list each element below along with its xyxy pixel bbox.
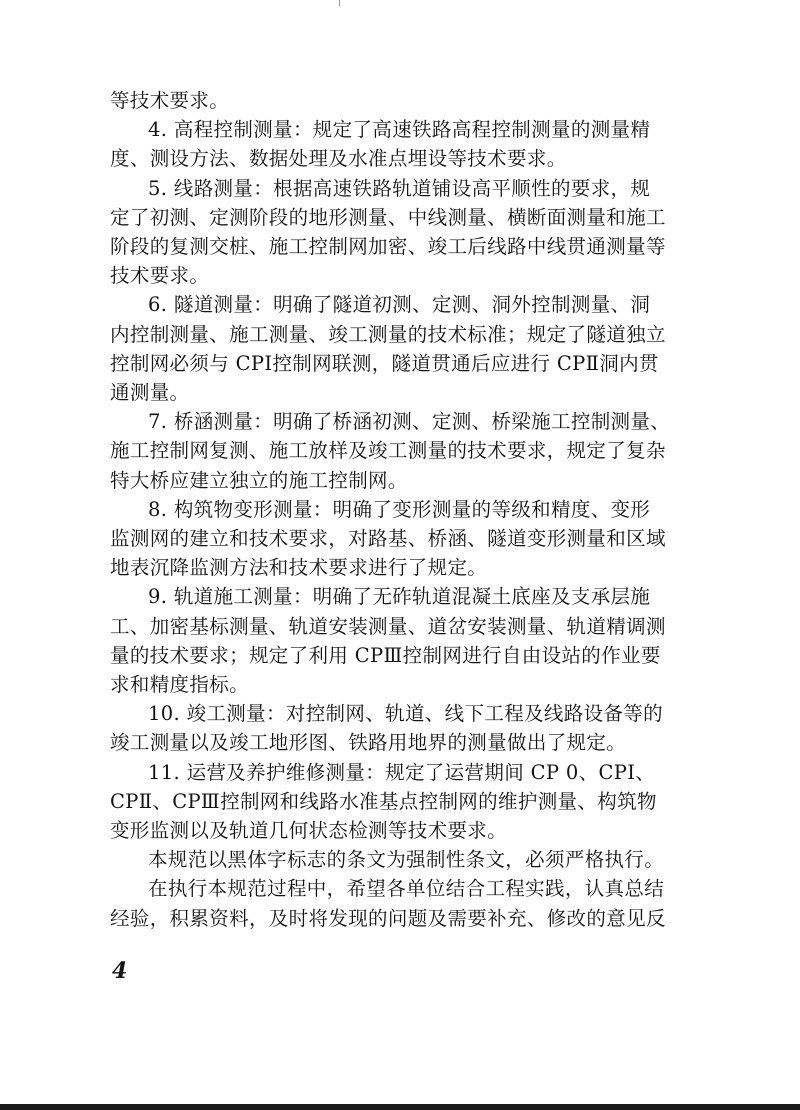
text-line: 9. 轨道施工测量：明确了无砟轨道混凝土底座及支承层施 [148,585,651,609]
paragraph [110,86,680,115]
text-line: 10. 竣工测量：对控制网、轨道、线下工程及线路设备等的 [148,702,664,726]
text-line: 7. 桥涵测量：明确了桥涵初测、定测、桥梁施工控制测量、 [148,410,671,434]
text-line: 在执行本规范过程中，希望各单位结合工程实践，认真总结 [148,877,665,901]
text-line: 监测网的建立和技术要求，对路基、桥涵、隧道变形测量和区域 [110,527,666,551]
text-line: 8. 构筑物变形测量：明确了变形测量的等级和精度、变形 [148,497,651,521]
text-line: 经验，积累资料，及时将发现的问题及需要补充、修改的意见反 [110,906,666,930]
paragraph [110,845,680,874]
paragraph [110,115,680,173]
text-line: 竣工测量以及竣工地形图、铁路用地界的测量做出了规定。 [110,731,627,755]
text-line: 控制网必须与 CPⅠ控制网联测，隧道贯通后应进行 CPⅡ洞内贯 [110,351,659,375]
text-line: 施工控制网复测、施工放样及竣工测量的技术要求，规定了复杂 [110,439,666,463]
text-line: 阶段的复测交桩、施工控制网加密、竣工后线路中线贯通测量等 [110,235,666,259]
text-line: 等技术要求。 [110,89,230,112]
text-line: 通测量。 [110,381,190,405]
text-line: 量的技术要求；规定了利用 CPⅢ控制网进行自由设站的作业要 [110,643,661,667]
paragraph [110,758,680,846]
text-line: 变形监测以及轨道几何状态检测等技术要求。 [110,819,508,843]
paragraph [110,174,680,291]
text-line: 4. 高程控制测量：规定了高速铁路高程控制测量的测量精 [148,118,651,142]
text-line: 特大桥应建立独立的施工控制网。 [110,468,408,492]
text-line: 11. 运营及养护维修测量：规定了运营期间 CP 0、CPⅠ、 [148,760,656,784]
paragraph [110,582,680,699]
text-line: 内控制测量、施工测量、竣工测量的技术标准；规定了隧道独立 [110,322,666,346]
text-line: 工、加密基标测量、轨道安装测量、道岔安装测量、轨道精调测 [110,614,666,638]
text-line: 求和精度指标。 [110,673,249,697]
page-number: 4 [112,958,128,984]
text-line: 地表沉降监测方法和技术要求进行了规定。 [110,556,488,580]
text-line: 定了初测、定测阶段的地形测量、中线测量、横断面测量和施工 [110,205,666,229]
paragraph [110,290,680,407]
paragraph [110,407,680,495]
paragraph [110,495,680,583]
body-text [110,86,680,933]
text-line: 度、测设方法、数据处理及水准点埋设等技术要求。 [110,147,567,171]
scan-edge [0,1104,800,1110]
scan-mark [339,0,340,6]
text-line: CPⅡ、CPⅢ控制网和线路水准基点控制网的维护测量、构筑物 [110,789,657,813]
paragraph [110,874,680,932]
text-line: 本规范以黑体字标志的条文为强制性条文，必须严格执行。 [148,848,665,872]
text-line: 技术要求。 [110,264,210,288]
text-line: 6. 隧道测量：明确了隧道初测、定测、洞外控制测量、洞 [148,293,651,317]
paragraph [110,699,680,757]
text-line: 5. 线路测量：根据高速铁路轨道铺设高平顺性的要求，规 [148,176,651,200]
